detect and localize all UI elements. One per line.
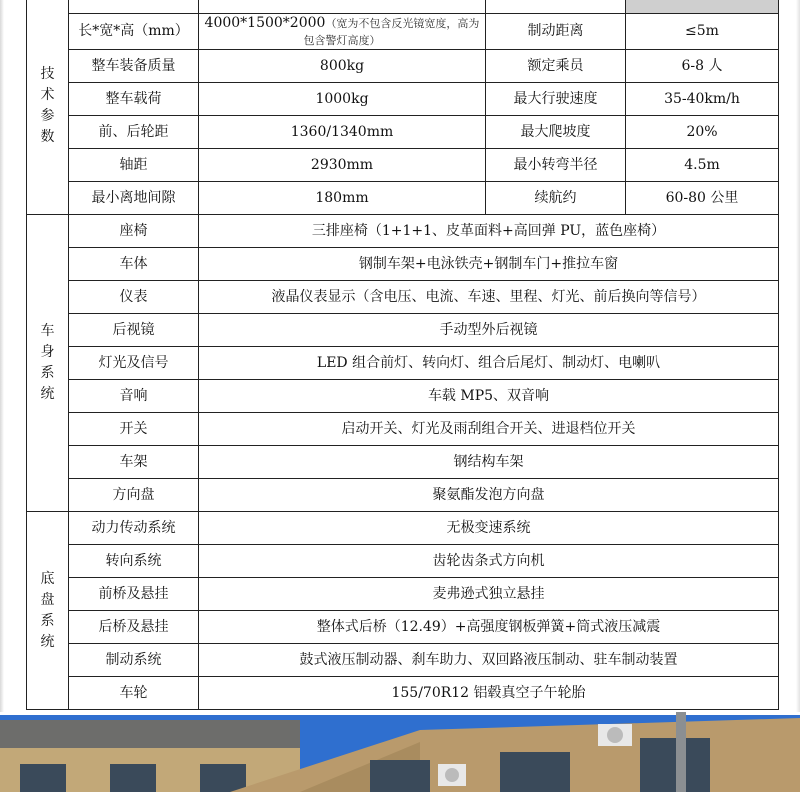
spec-label: 后桥及悬挂 xyxy=(69,611,199,644)
spec-label: 整车装备质量 xyxy=(69,50,199,83)
spec-label-2: 额定乘员 xyxy=(486,50,626,83)
table-row xyxy=(27,281,779,314)
spec-label-2: 最大行驶速度 xyxy=(486,83,626,116)
table-row xyxy=(27,545,779,578)
category-body-system: 车身系统 xyxy=(27,215,69,512)
spec-value: 无极变速系统 xyxy=(199,512,779,545)
spec-value-2: 4.5m xyxy=(626,149,779,182)
spec-label-2: 续航约 xyxy=(486,182,626,215)
table-row xyxy=(27,116,779,149)
table-row xyxy=(27,380,779,413)
category-chassis-system: 底盘系统 xyxy=(27,512,69,710)
table-row xyxy=(27,248,779,281)
spec-label: 整车载荷 xyxy=(69,83,199,116)
spec-value: 4000*1500*2000（宽为不包含反光镜宽度，高为包含警灯高度） xyxy=(199,14,486,50)
spec-label: 音响 xyxy=(69,380,199,413)
spec-value: 1360/1340mm xyxy=(199,116,486,149)
spec-value: 车载 MP5、双音响 xyxy=(199,380,779,413)
spec-value: 155/70R12 铝毂真空子午轮胎 xyxy=(199,677,779,710)
table-row xyxy=(27,215,779,248)
spec-value-2: 35-40km/h xyxy=(626,83,779,116)
spec-label: 动力传动系统 xyxy=(69,512,199,545)
table-row xyxy=(27,314,779,347)
spec-label: 转向系统 xyxy=(69,545,199,578)
spec-label: 方向盘 xyxy=(69,479,199,512)
spec-label: 座椅 xyxy=(69,215,199,248)
table-row xyxy=(27,512,779,545)
page-shadow-right xyxy=(796,0,800,712)
spec-value: 钢制车架+电泳铁壳+钢制车门+推拉车窗 xyxy=(199,248,779,281)
spec-value: 启动开关、灯光及雨刮组合开关、进退档位开关 xyxy=(199,413,779,446)
spec-label: 长*宽*高（mm） xyxy=(69,14,199,50)
table-row xyxy=(27,83,779,116)
spec-label: 前、后轮距 xyxy=(69,116,199,149)
spec-label: 仪表 xyxy=(69,281,199,314)
spec-label: 最小离地间隙 xyxy=(69,182,199,215)
spec-label: 前桥及悬挂 xyxy=(69,578,199,611)
table-row xyxy=(27,182,779,215)
spec-label: 制动系统 xyxy=(69,644,199,677)
spec-value: 麦弗逊式独立悬挂 xyxy=(199,578,779,611)
table-row xyxy=(27,446,779,479)
spec-label: 开关 xyxy=(69,413,199,446)
spec-value: 手动型外后视镜 xyxy=(199,314,779,347)
table-row xyxy=(27,413,779,446)
spec-value: 整体式后桥（12.49）+高强度钢板弹簧+筒式液压减震 xyxy=(199,611,779,644)
spec-value: 齿轮齿条式方向机 xyxy=(199,545,779,578)
table-row xyxy=(27,14,779,50)
table-row xyxy=(27,479,779,512)
spec-label: 车架 xyxy=(69,446,199,479)
spec-value: 鼓式液压制动器、刹车助力、双回路液压制动、驻车制动装置 xyxy=(199,644,779,677)
table-row-cut xyxy=(27,0,779,14)
spec-value: 180mm xyxy=(199,182,486,215)
spec-value-2: 60-80 公里 xyxy=(626,182,779,215)
spec-value-2: 6-8 人 xyxy=(626,50,779,83)
spec-value: 钢结构车架 xyxy=(199,446,779,479)
spec-value: 三排座椅（1+1+1、皮革面料+高回弹 PU，蓝色座椅） xyxy=(199,215,779,248)
spec-value-2: 20% xyxy=(626,116,779,149)
spec-value: 1000kg xyxy=(199,83,486,116)
spec-label-2: 最大爬坡度 xyxy=(486,116,626,149)
spec-value: 液晶仪表显示（含电压、电流、车速、里程、灯光、前后换向等信号） xyxy=(199,281,779,314)
table-row xyxy=(27,578,779,611)
category-tech-params: 技术参数 xyxy=(27,0,69,215)
spec-label: 后视镜 xyxy=(69,314,199,347)
table-row xyxy=(27,677,779,710)
spec-table xyxy=(26,0,779,710)
spec-value: 800kg xyxy=(199,50,486,83)
spec-label: 轴距 xyxy=(69,149,199,182)
spec-value: LED 组合前灯、转向灯、组合后尾灯、制动灯、电喇叭 xyxy=(199,347,779,380)
page-shadow-left xyxy=(0,0,4,712)
building-photo-illustration xyxy=(0,712,800,792)
table-row xyxy=(27,149,779,182)
spec-value: 2930mm xyxy=(199,149,486,182)
spec-label: 车轮 xyxy=(69,677,199,710)
spec-value-note: （宽为不包含反光镜宽度，高为包含警灯高度） xyxy=(303,17,480,47)
table-row xyxy=(27,50,779,83)
spec-label: 灯光及信号 xyxy=(69,347,199,380)
spec-value: 聚氨酯发泡方向盘 xyxy=(199,479,779,512)
spec-value-2: ≤5m xyxy=(626,14,779,50)
spec-label-2: 最小转弯半径 xyxy=(486,149,626,182)
table-row xyxy=(27,611,779,644)
spec-label-2: 制动距离 xyxy=(486,14,626,50)
table-row xyxy=(27,347,779,380)
table-row xyxy=(27,644,779,677)
spec-label: 车体 xyxy=(69,248,199,281)
building-photo xyxy=(0,712,800,792)
